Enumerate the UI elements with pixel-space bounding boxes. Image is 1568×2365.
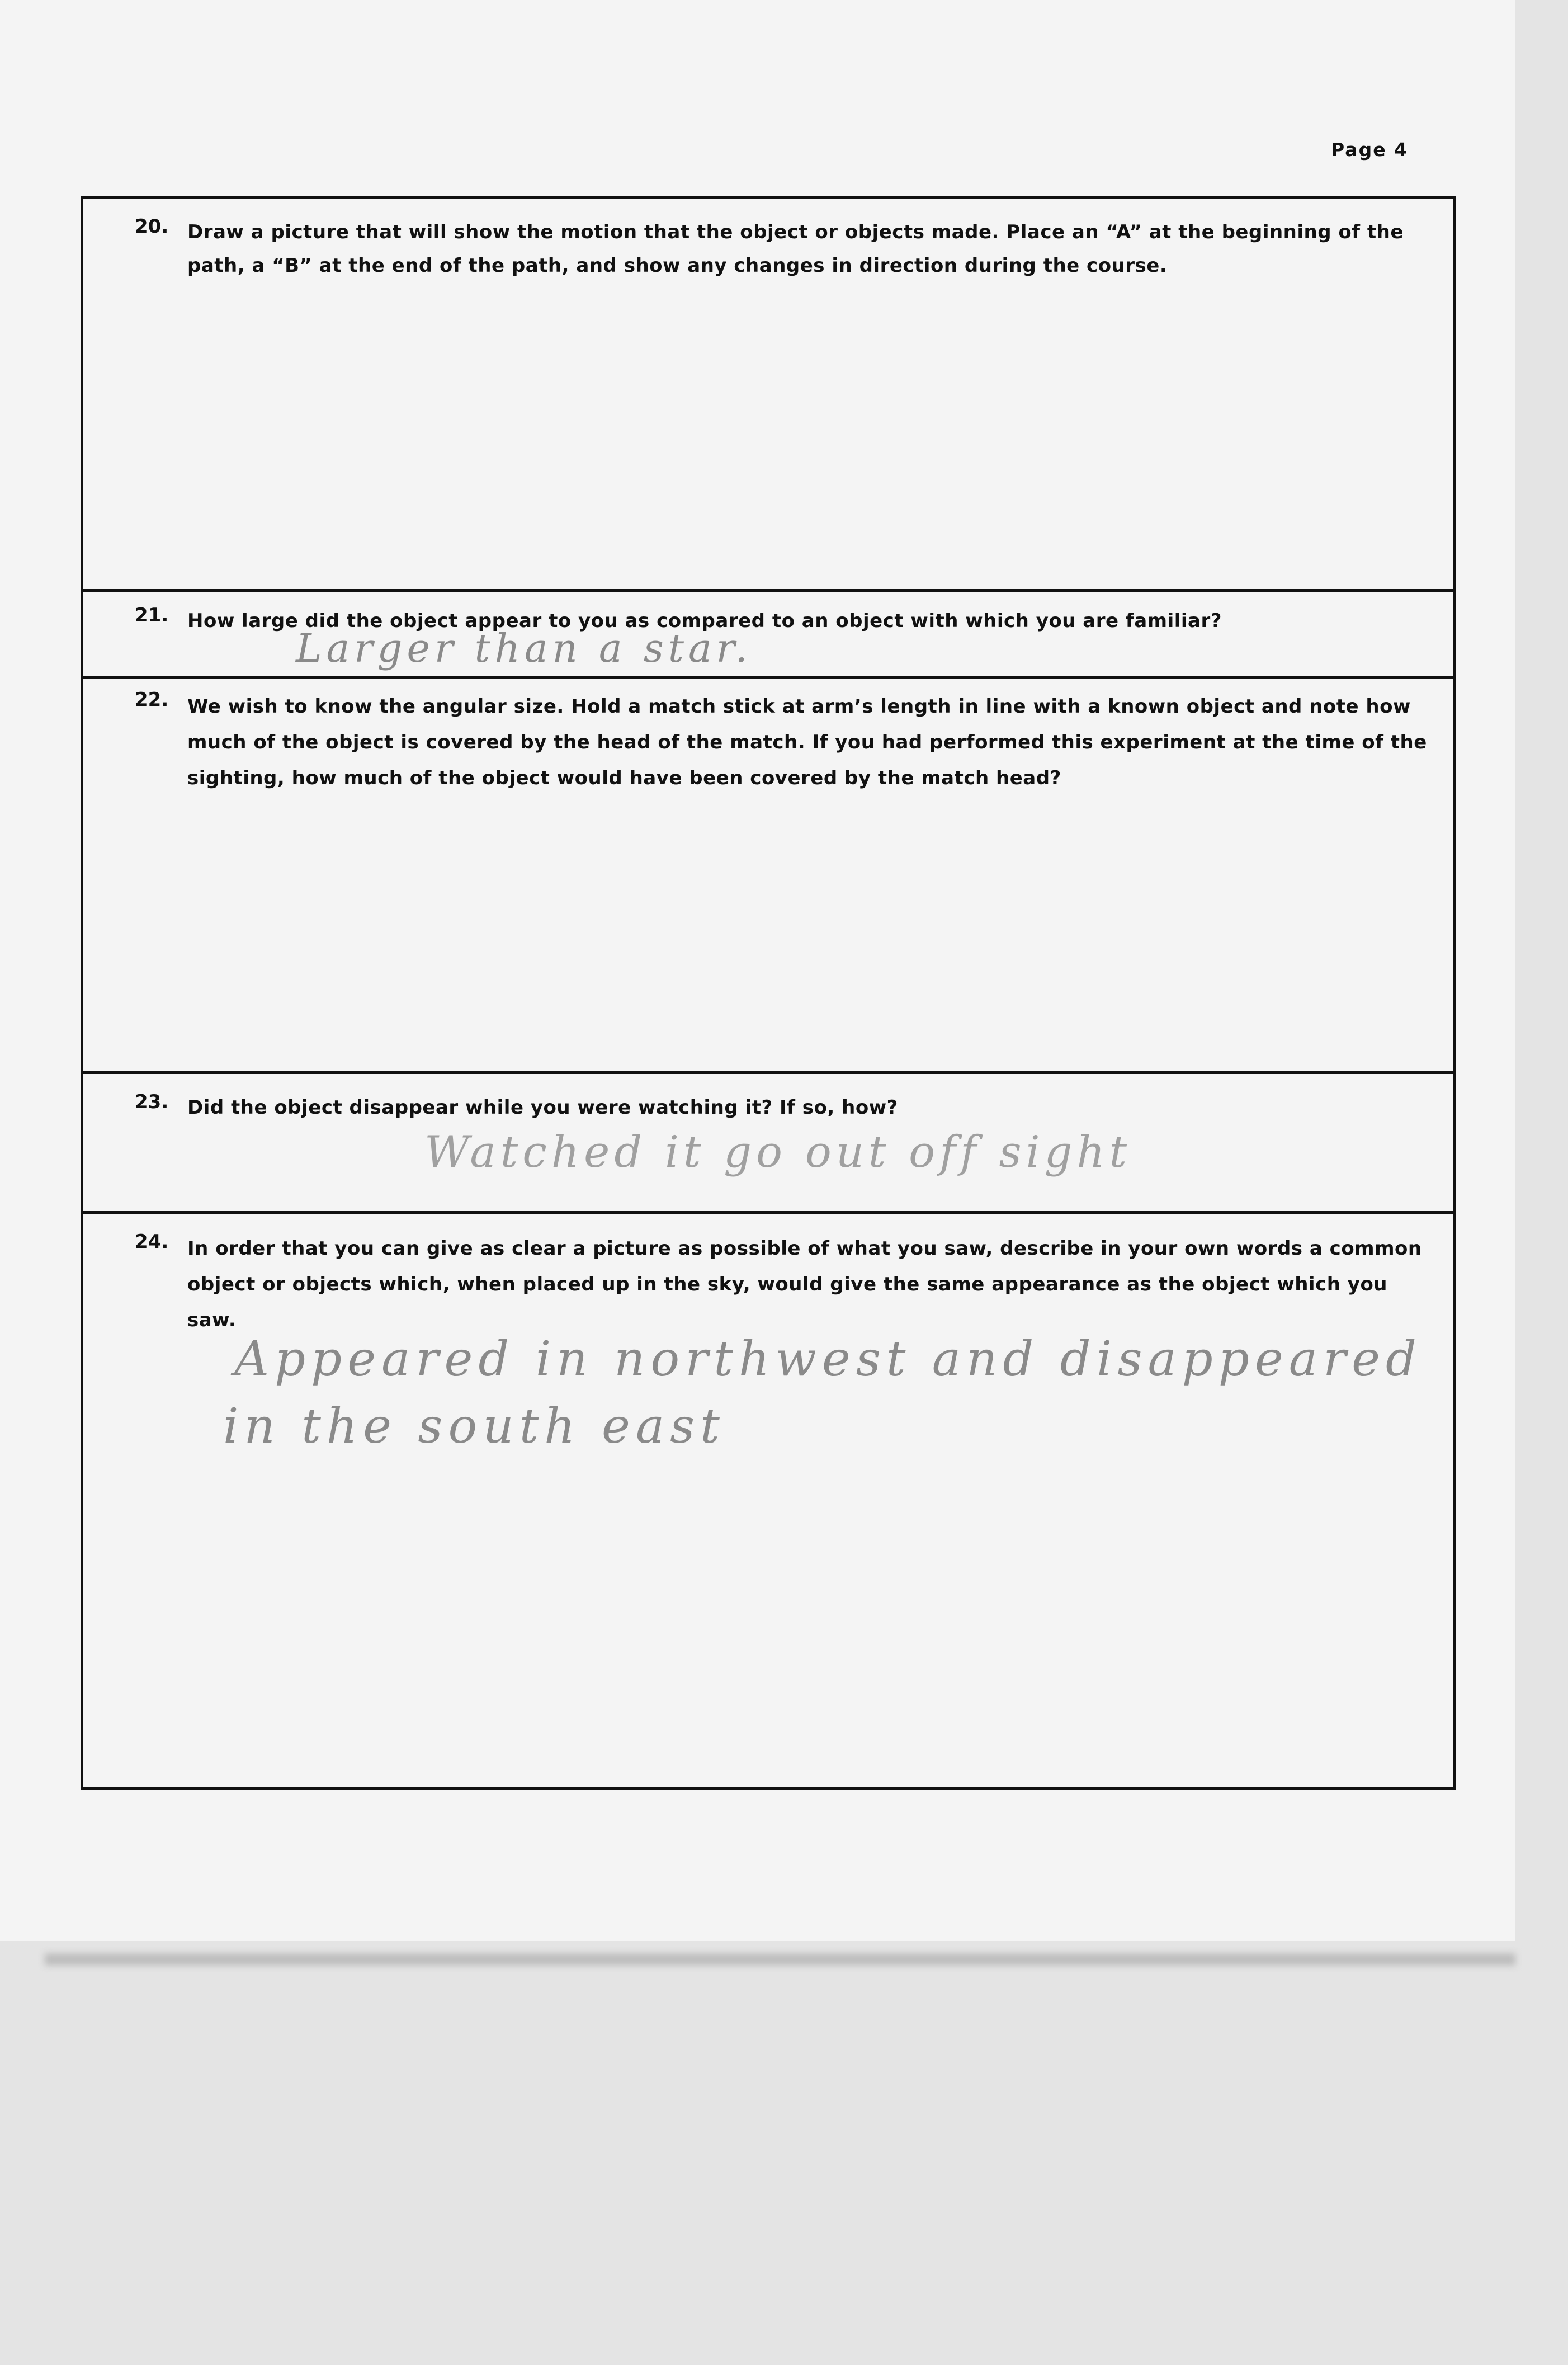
question-21-section xyxy=(83,592,1453,679)
question-23-section xyxy=(83,1074,1453,1214)
question-text: We wish to know the angular size. Hold a match stick at arm’s length in line with a known object and note how much of the object is covered by the head of the match. If you had performed this experiment at the time of the sighting, how much of the object would have been covered by the match head? xyxy=(187,695,1427,789)
questionnaire-form xyxy=(81,196,1456,1790)
answer-area[interactable] xyxy=(95,807,1442,1066)
handwritten-answer: Watched it go out off sight xyxy=(424,1127,1132,1177)
question-20-section xyxy=(83,199,1453,592)
handwritten-answer-line-1: Appeared in northwest and disappeared xyxy=(234,1331,1423,1387)
question-number: 23. xyxy=(135,1091,169,1113)
page-shadow xyxy=(45,1953,1515,1966)
handwritten-answer-line-2: in the south east xyxy=(223,1398,725,1454)
question-text: Draw a picture that will show the motion that the object or objects made. Place an “A” at the beginning of the path, a “B” at the end of the path, and show any changes in direction during the course. xyxy=(187,221,1404,277)
question-24-section xyxy=(83,1214,1453,1793)
page-number: Page 4 xyxy=(1331,139,1409,161)
question-number: 21. xyxy=(135,604,169,626)
question-number: 24. xyxy=(135,1231,169,1253)
question-number: 20. xyxy=(135,215,169,238)
question-text: How large did the object appear to you as compared to an object with which you are familiar? xyxy=(187,610,1222,632)
handwritten-answer: Larger than a star. xyxy=(296,625,752,671)
question-text: In order that you can give as clear a picture as possible of what you saw, describe in your own words a common object or objects which, when placed up in the sky, would give the same appearance as the object which you saw. xyxy=(187,1237,1422,1331)
question-number: 22. xyxy=(135,689,169,711)
drawing-area[interactable] xyxy=(95,294,1442,583)
question-text: Did the object disappear while you were watching it? If so, how? xyxy=(187,1096,898,1119)
question-22-section xyxy=(83,679,1453,1074)
